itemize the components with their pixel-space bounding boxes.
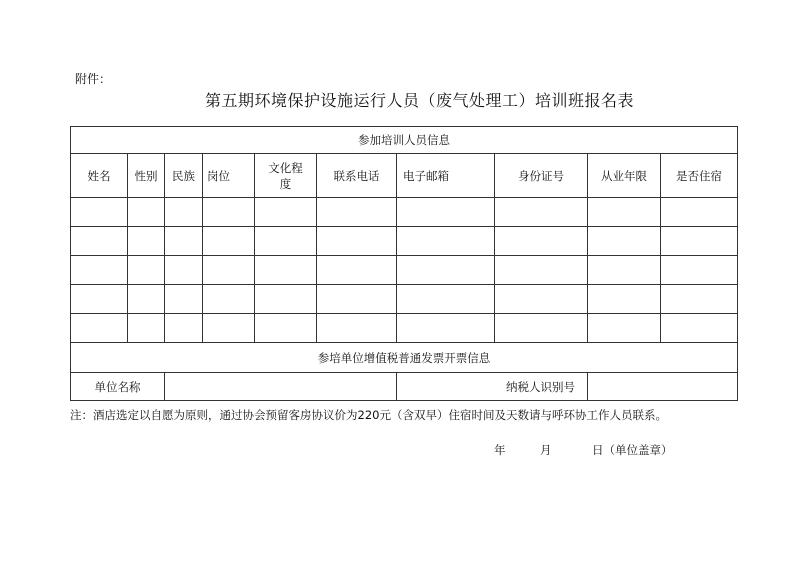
column-header-email: 电子邮箱 xyxy=(397,154,495,198)
cell-position[interactable] xyxy=(203,198,255,227)
cell-accommodation[interactable] xyxy=(661,314,738,343)
table-row xyxy=(71,285,738,314)
page-title: 第五期环境保护设施运行人员（废气处理工）培训班报名表 xyxy=(205,91,635,110)
cell-gender[interactable] xyxy=(128,314,165,343)
column-header-years-in-industry: 从业年限 xyxy=(588,154,661,198)
cell-ethnicity[interactable] xyxy=(165,285,203,314)
cell-position[interactable] xyxy=(203,314,255,343)
cell-years[interactable] xyxy=(588,198,661,227)
cell-education[interactable] xyxy=(255,256,317,285)
column-header-ethnicity: 民族 xyxy=(165,154,203,198)
cell-education[interactable] xyxy=(255,227,317,256)
cell-accommodation[interactable] xyxy=(661,198,738,227)
year-label: 年 xyxy=(494,443,506,457)
column-header-phone: 联系电话 xyxy=(317,154,397,198)
cell-email[interactable] xyxy=(397,285,495,314)
cell-name[interactable] xyxy=(71,227,128,256)
cell-ethnicity[interactable] xyxy=(165,256,203,285)
registration-table xyxy=(70,126,738,401)
cell-phone[interactable] xyxy=(317,314,397,343)
cell-name[interactable] xyxy=(71,285,128,314)
cell-ethnicity[interactable] xyxy=(165,314,203,343)
column-header-education: 文化程度 xyxy=(255,154,317,198)
cell-accommodation[interactable] xyxy=(661,227,738,256)
cell-years[interactable] xyxy=(588,285,661,314)
cell-gender[interactable] xyxy=(128,285,165,314)
day-stamp-label: 日（单位盖章） xyxy=(592,443,673,457)
accommodation-note: 注：酒店选定以自愿为原则，通过协会预留客房协议价为220元（含双早）住宿时间及天数请与呼环协工作人员联系。 xyxy=(70,408,667,422)
cell-gender[interactable] xyxy=(128,198,165,227)
cell-years[interactable] xyxy=(588,227,661,256)
column-header-gender: 性别 xyxy=(128,154,165,198)
cell-phone[interactable] xyxy=(317,227,397,256)
cell-education[interactable] xyxy=(255,198,317,227)
column-header-accommodation: 是否住宿 xyxy=(661,154,738,198)
cell-email[interactable] xyxy=(397,227,495,256)
column-header-id-number: 身份证号 xyxy=(495,154,588,198)
cell-accommodation[interactable] xyxy=(661,256,738,285)
cell-phone[interactable] xyxy=(317,256,397,285)
cell-position[interactable] xyxy=(203,227,255,256)
cell-gender[interactable] xyxy=(128,256,165,285)
invoice-info-row xyxy=(71,373,738,401)
cell-accommodation[interactable] xyxy=(661,285,738,314)
cell-name[interactable] xyxy=(71,314,128,343)
table-header-row xyxy=(71,154,738,198)
section-title-trainee-info: 参加培训人员信息 xyxy=(71,127,738,154)
cell-email[interactable] xyxy=(397,256,495,285)
cell-years[interactable] xyxy=(588,256,661,285)
date-stamp-line xyxy=(494,442,673,458)
column-header-position: 岗位 xyxy=(203,154,255,198)
month-label: 月 xyxy=(540,443,552,457)
cell-id-number[interactable] xyxy=(495,256,588,285)
cell-phone[interactable] xyxy=(317,198,397,227)
table-row xyxy=(71,256,738,285)
cell-id-number[interactable] xyxy=(495,227,588,256)
attachment-label: 附件： xyxy=(75,72,112,86)
unit-name-field[interactable] xyxy=(165,373,397,401)
cell-name[interactable] xyxy=(71,198,128,227)
cell-gender[interactable] xyxy=(128,227,165,256)
cell-position[interactable] xyxy=(203,256,255,285)
cell-id-number[interactable] xyxy=(495,198,588,227)
cell-email[interactable] xyxy=(397,314,495,343)
cell-education[interactable] xyxy=(255,314,317,343)
section-title-invoice-info: 参培单位增值税普通发票开票信息 xyxy=(71,343,738,373)
table-row xyxy=(71,198,738,227)
unit-name-label: 单位名称 xyxy=(71,373,165,401)
cell-id-number[interactable] xyxy=(495,314,588,343)
cell-email[interactable] xyxy=(397,198,495,227)
cell-years[interactable] xyxy=(588,314,661,343)
cell-id-number[interactable] xyxy=(495,285,588,314)
cell-position[interactable] xyxy=(203,285,255,314)
cell-ethnicity[interactable] xyxy=(165,227,203,256)
cell-education[interactable] xyxy=(255,285,317,314)
cell-ethnicity[interactable] xyxy=(165,198,203,227)
taxpayer-id-field[interactable] xyxy=(588,373,738,401)
cell-phone[interactable] xyxy=(317,285,397,314)
table-row xyxy=(71,227,738,256)
column-header-name: 姓名 xyxy=(71,154,128,198)
table-row xyxy=(71,314,738,343)
taxpayer-id-label: 纳税人识别号 xyxy=(397,373,588,401)
cell-name[interactable] xyxy=(71,256,128,285)
